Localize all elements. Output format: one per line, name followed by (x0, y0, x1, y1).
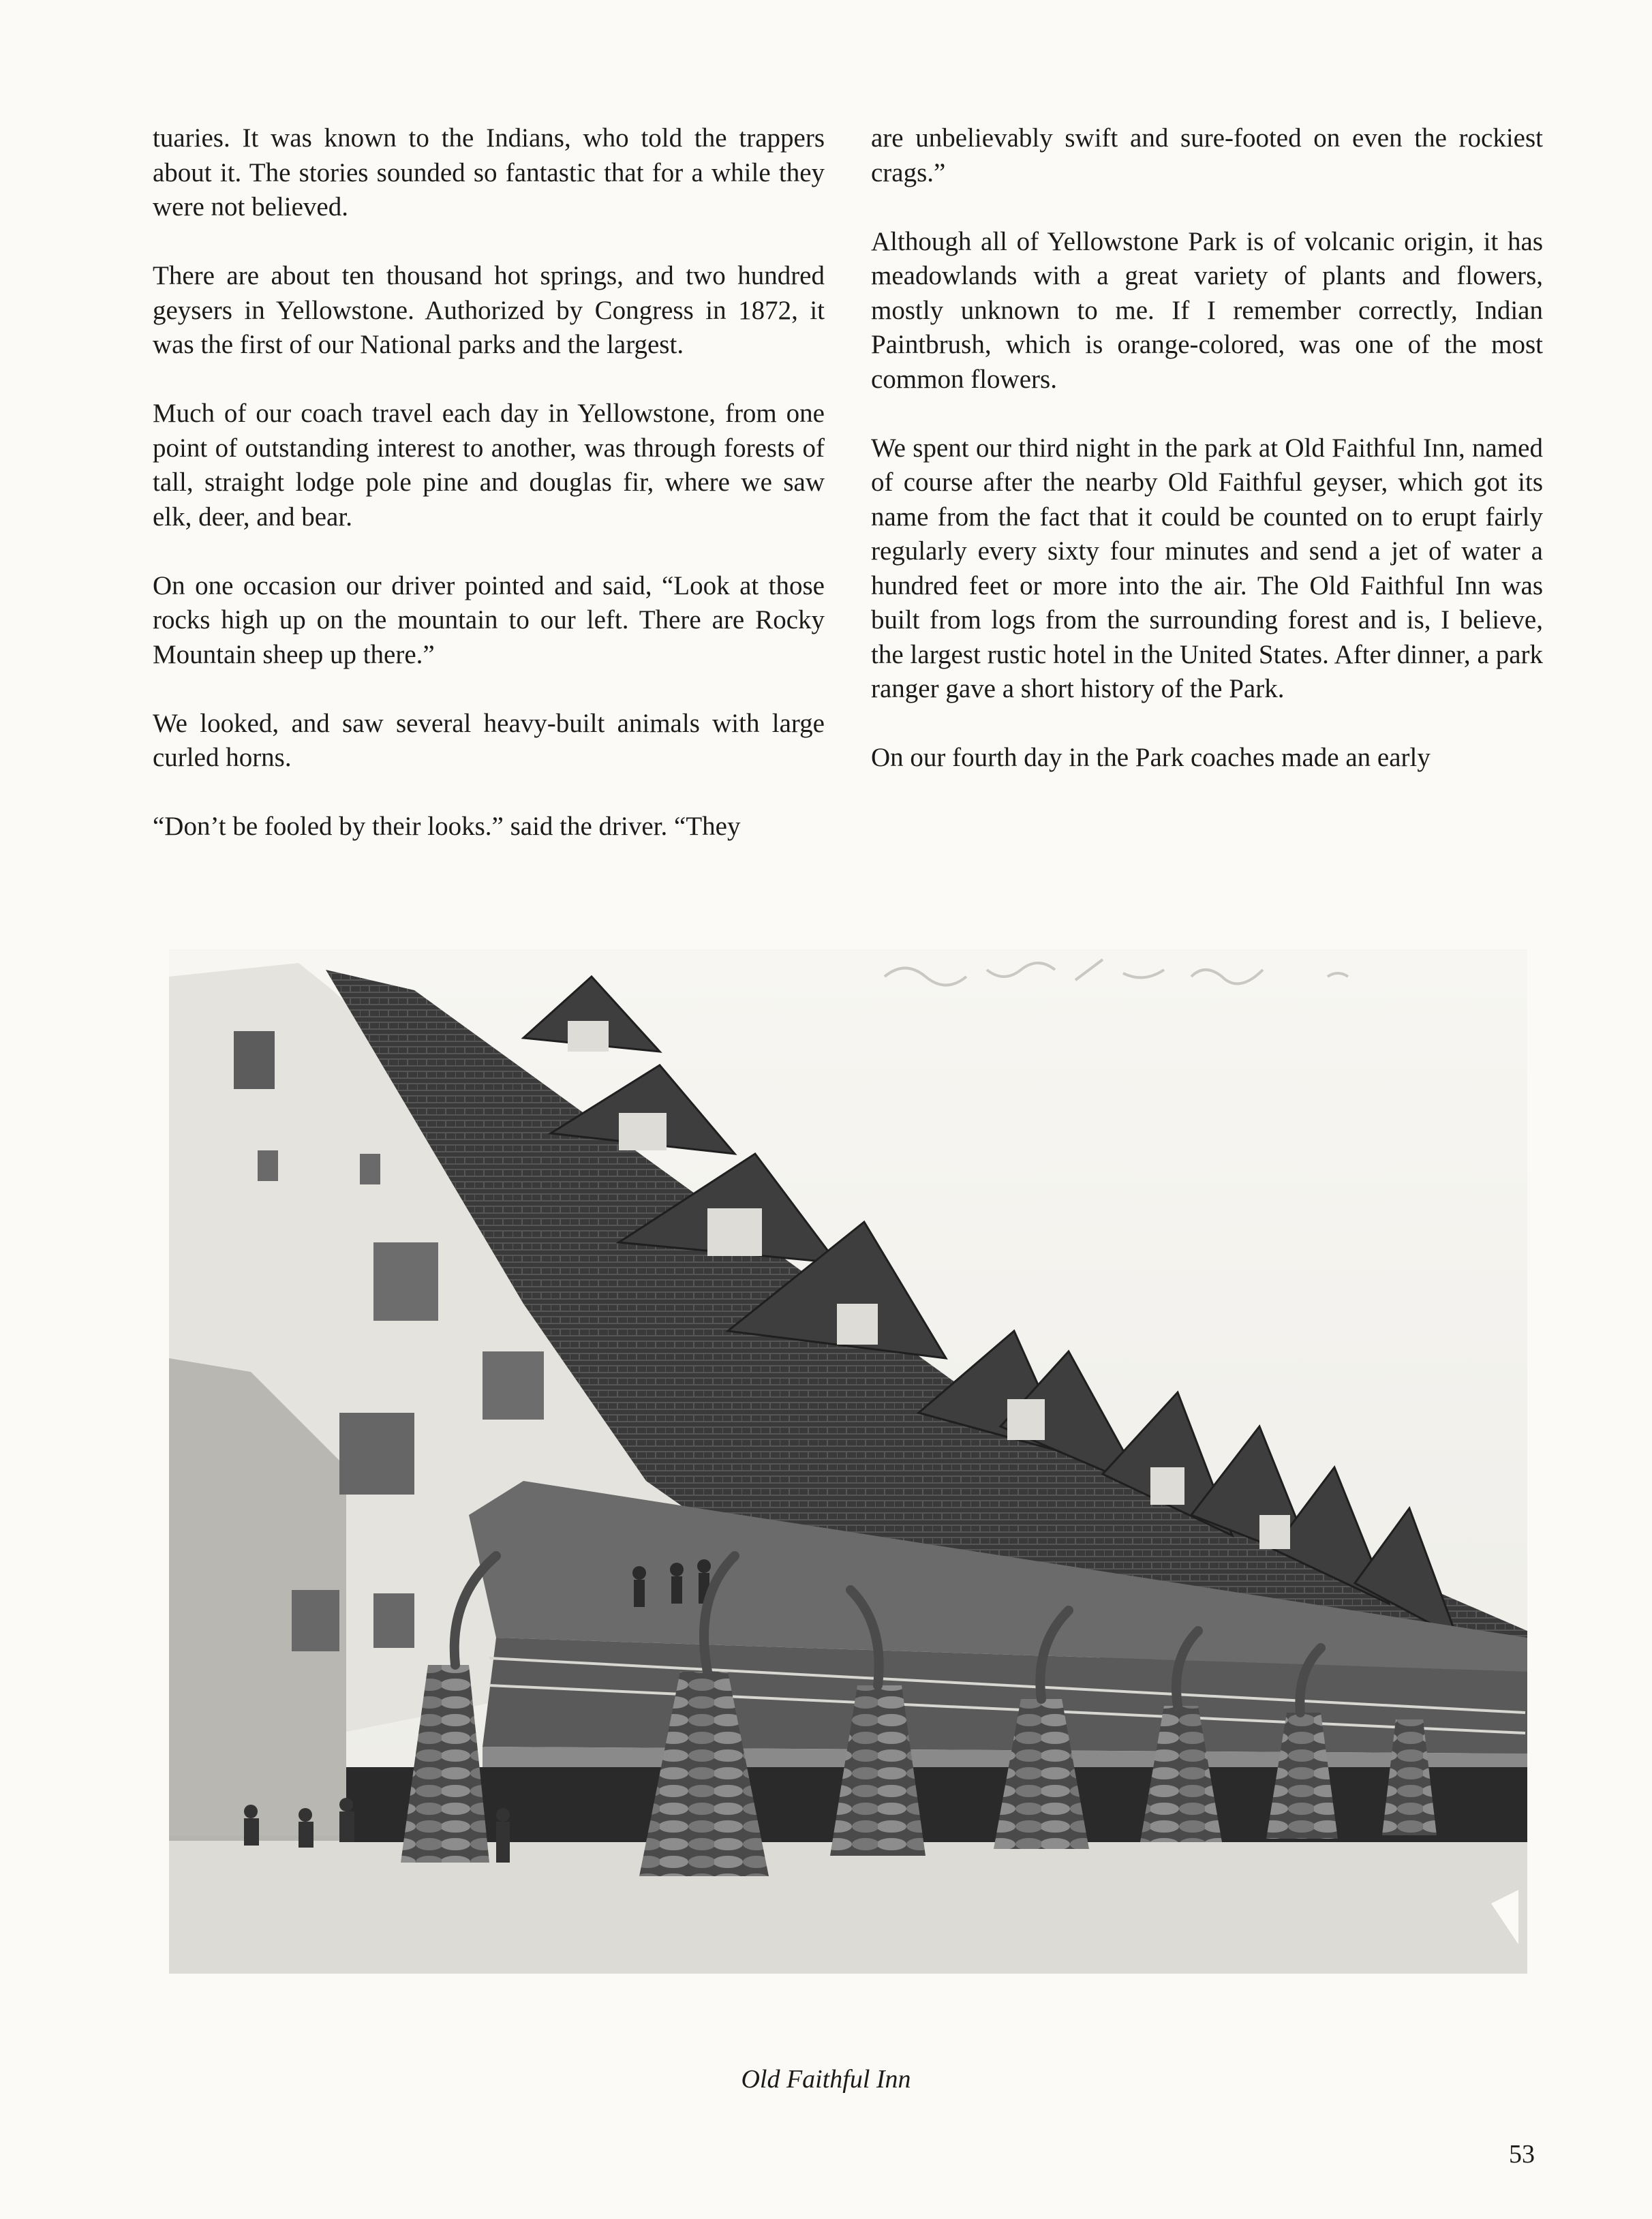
paragraph: We spent our third night in the park at Old Faithful Inn, named of course after the nearby Old Faithful geyser, which got its name from the fact that it could be counted on to erupt fairly regularly every sixty four minutes and send a jet of water a hundred feet or more into the air. The Old Faithful Inn was built from logs from the surrounding forest and is, I believe, the largest rustic hotel in the United States. After dinner, a park ranger gave a short history of the Park. (871, 433, 1543, 703)
left-text-column (153, 121, 825, 844)
paragraph: On our fourth day in the Park coaches made an early (871, 743, 1431, 772)
old-faithful-inn-photo (169, 949, 1527, 1974)
paragraph: Although all of Yellowstone Park is of volcanic origin, it has meadowlands with a great variety of plants and flowers, mostly unknown to me. If I remember correctly, Indian Paintbrush, which is orange-colored, was one of the most common flowers. (871, 226, 1543, 394)
right-text-column (871, 121, 1543, 776)
paragraph: tuaries. It was known to the Indians, who told the trappers about it. The stories sounded so fantastic that for a while they were not believed. (153, 123, 825, 221)
paragraph: are unbelievably swift and sure-footed on even the rockiest crags.” (871, 123, 1543, 187)
paragraph: There are about ten thousand hot springs, and two hundred geysers in Yellowstone. Authorized by Congress in 1872, it was the first of our National parks and the largest. (153, 261, 825, 359)
paragraph: On one occasion our driver pointed and said, “Look at those rocks high up on the mountain to our left. There are Rocky Mountain sheep up there.” (153, 570, 825, 669)
photo-caption: Old Faithful Inn (741, 2065, 911, 2094)
paragraph: Much of our coach travel each day in Yellowstone, from one point of outstanding interest to another, was through forests of tall, straight lodge pole pine and douglas fir, where we saw elk, deer, and bear. (153, 399, 825, 532)
paragraph: “Don’t be fooled by their looks.” said the driver. “They (153, 812, 741, 841)
page-number: 53 (1509, 2140, 1535, 2169)
paragraph: We looked, and saw several heavy-built animals with large curled horns. (153, 708, 825, 772)
